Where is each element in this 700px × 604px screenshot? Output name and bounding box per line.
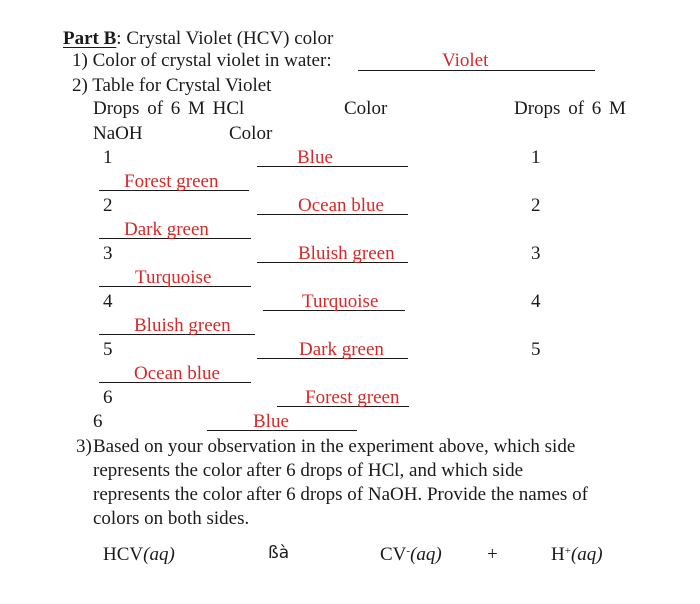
hcl-drops-1: 1 [103,147,113,168]
hcl-color-5: Dark green [299,339,384,360]
header-hcl-drops: Drops of 6 M HCl [93,98,245,119]
naoh-drops-2: 2 [531,195,541,216]
equation-hcv [103,545,175,564]
part-b-label: Part B [63,28,117,49]
hcl-color-1: Blue [297,147,333,168]
question-3-line-1: Based on your observation in the experiment above, which side [93,436,576,457]
hcl-color-6: Forest green [305,387,400,408]
equation-h-ion [551,545,603,564]
cv-formula: CV [380,544,407,565]
header-naoh-drops: Drops of 6 M [514,98,626,119]
plus-sign: + [487,544,498,565]
naoh-drops-1: 1 [531,147,541,168]
header-naoh-label: NaOH [93,123,143,144]
hcl-drops-3: 3 [103,243,113,264]
equilibrium-arrow-symbol: ßà [268,543,290,563]
hcv-formula: HCV [103,544,144,565]
header-color-naoh: Color [229,123,273,144]
naoh-drops-5: 5 [531,339,541,360]
question-3-line-3: represents the color after 6 drops of NaOH. Provide the names of [93,484,588,505]
hcl-drops-6: 6 [103,387,113,408]
hcl-color-2: Ocean blue [298,195,384,216]
h-state: (aq) [570,544,603,565]
h-formula: H [551,544,565,565]
hcv-state: (aq) [143,544,175,565]
equation-cv [380,545,442,564]
naoh-color-2: Dark green [124,219,209,240]
hcl-color-4: Turquoise [302,291,379,312]
naoh-color-3: Turquoise [135,267,212,288]
question-2-text: 2) Table for Crystal Violet [72,75,272,96]
hcl-drops-2: 2 [103,195,113,216]
naoh-color-6: Blue [253,411,289,432]
part-b-title [63,29,333,48]
naoh-color-4: Bluish green [134,315,231,336]
naoh-drops-4: 4 [531,291,541,312]
question-3-number: 3) [76,436,92,457]
part-b-title-text: : Crystal Violet (HCV) color [116,28,334,49]
question-1-text: 1) Color of crystal violet in water: [72,50,332,71]
question-3-line-2: represents the color after 6 drops of HCl, and which side [93,460,524,481]
hcl-color-3: Bluish green [298,243,395,264]
question-3-line-4: colors on both sides. [93,508,250,529]
answer-violet: Violet [442,50,489,71]
h-charge: + [564,545,571,557]
hcl-drops-4: 4 [103,291,113,312]
hcl-drops-5: 5 [103,339,113,360]
naoh-color-5: Ocean blue [134,363,220,384]
header-color-hcl: Color [344,98,388,119]
cv-charge: - [406,545,411,557]
naoh-drops-3: 3 [531,243,541,264]
naoh-color-1: Forest green [124,171,219,192]
naoh-drops-6: 6 [93,411,103,432]
cv-state: (aq) [410,544,442,565]
